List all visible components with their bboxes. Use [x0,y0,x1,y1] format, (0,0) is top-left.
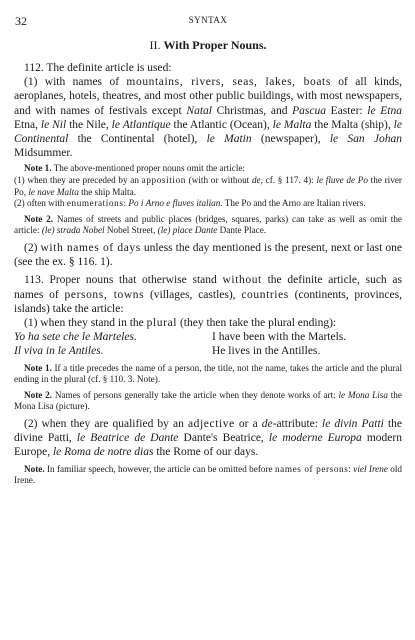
note-5: Note. In familiar speech, however, the article can be omitted before names of persons: viel Irene old Irene. [14,463,403,486]
paragraph-113-rule-2: (2) when they are qualified by an adjective or a de-attribute: le divin Patti the divine Patti, le Beatrice de Dante Dante's Beatrice, le moderne Europa modern Europe, le Roma de notre dias the Rome of our days. [14,417,402,459]
note-2: Note 2. Names of streets and public places (bridges, squares, parks) can take as well as omit the article: (le) strada Nobel Nobel Street, (le) place Dante Dante Place. [14,213,403,236]
example-row [14,344,402,358]
running-head: SYNTAX [188,15,228,25]
paragraph-112-intro: 112. The definite article is used: [24,62,172,74]
page-number: 32 [15,14,27,28]
section-number: II. [149,38,161,52]
section-title-text: With Proper Nouns. [163,38,267,52]
note-1: Note 1. The above-mentioned proper nouns omit the article: [24,163,246,174]
page-header [14,14,402,28]
note-4: Note 2. Names of persons generally take the article when they denote works of art: le Mona Lisa the Mona Lisa (picture). [14,389,402,412]
paragraph-112-rule-1: (1) with names of mountains, rivers, seas, lakes, boats of all kinds, aeroplanes, hotels, theatres, and most other public buildings, with most newspapers, and with names of festivals except Natal Christmas, and Pascua Easter: le Etna Etna, le Nil the Nile, le Atlantique the Atlantic (Ocean), le Malta the Malta (ship), le Continental the Continental (hotel), le Matin (newspaper), le San Johan Midsummer. [14,76,402,160]
paragraph-113-rule-1: (1) when they stand in the plural (they then take the plural ending): [24,317,337,329]
paragraph-number: 112. [24,62,44,74]
paragraph-number: 113. [24,274,44,287]
example-interlingua: Yo ha sete che le Marteles. [14,331,137,344]
example-interlingua: Il viva in le Antiles. [14,345,104,358]
section-title [14,38,402,53]
example-row [14,330,402,344]
note-1-item-1: (1) when they are preceded by an apposition (with or without de, cf. § 117. 4): le fluve de Po the river Po, le nave Malta the ship Malta. [14,175,402,197]
note-3: Note 1. If a title precedes the name of a person, the title, not the name, takes the article and the plural ending in the plural (cf. § 110. 3. Note). [14,362,402,385]
example-english: I have been with the Martels. [212,331,347,344]
paragraph-112-rule-2: (2) with names of days unless the day mentioned is the present, next or last one (see the ex. § 116. 1). [14,241,402,269]
note-1-item-2: (2) often with enumerations: Po i Arno e fluves italian. The Po and the Arno are Italian rivers. [14,198,366,209]
example-english: He lives in the Antilles. [212,345,321,358]
paragraph-113: 113. Proper nouns that otherwise stand without the definite article, such as names of persons, towns (villages, castles), countries (continents, provinces, islands) take the article: [14,274,402,315]
